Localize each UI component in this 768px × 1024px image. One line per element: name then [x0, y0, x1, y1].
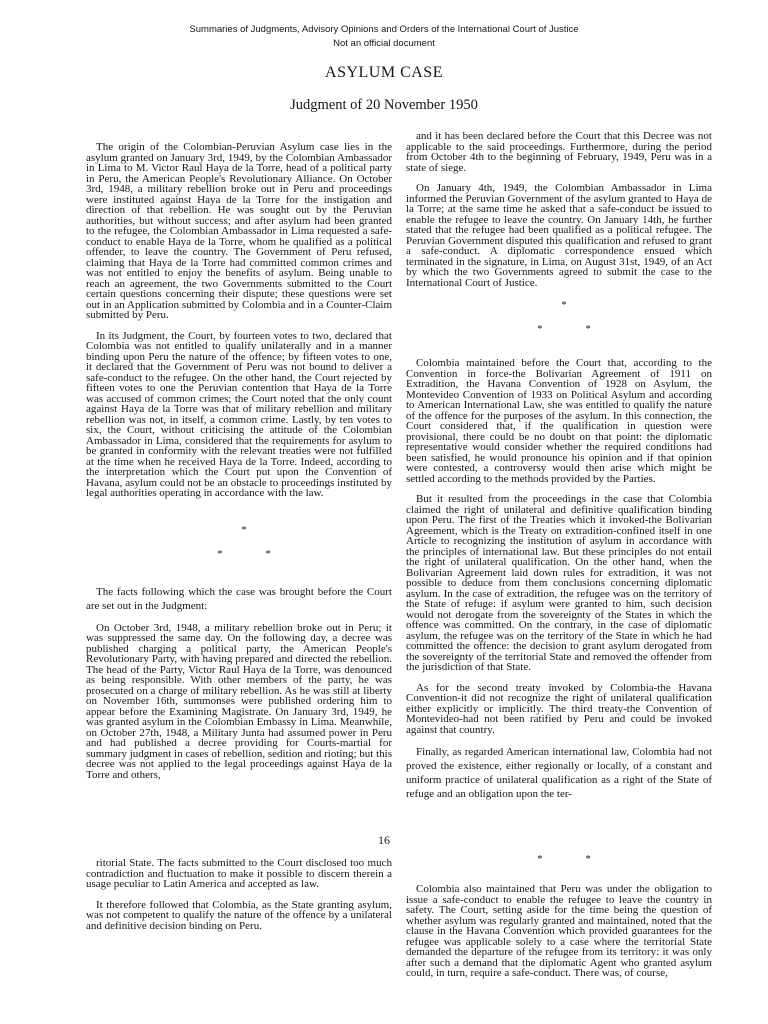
section-separator	[86, 547, 392, 561]
section-separator: *	[241, 523, 247, 536]
judgment-date: Judgment of 20 November 1950	[290, 97, 478, 113]
section-separator	[406, 322, 712, 336]
paragraph: In its Judgment, the Court, by fourteen votes to two, declared that Colombia was not entitled to qualify unilaterally and in a manner binding upon Peru the nature of the offence; by fifteen votes to one, it declared that the Government of Peru was not bound to deliver a safe-conduct to the refugee. On the other hand, the Court rejected by fifteen votes to one the Peruvian contention that Haya de la Torre was accused of common crimes; the Court noted that the only count against Haya de la Torre was that of military rebellion and military rebellion was not, in itself, a common crime. Lastly, by ten votes to six, the Court, without criticising the attitude of the Colombian Ambassador in Lima, considered that the requirements for asylum to be granted in conformity with the relevant treaties were not fulfilled at the time when he received Haya de la Torre. Indeed, according to the interpretation which the Court put upon the Convention of Havana, asylum could not be an obstacle to proceedings instituted by legal authorities operating in accordance with the law.	[86, 329, 392, 499]
separator-stars: * *	[217, 547, 271, 560]
left-column	[86, 142, 392, 790]
paragraph: The facts following which the case was brought before the Court are set out in the Judgment:	[86, 585, 392, 612]
paragraph: On January 4th, 1949, the Colombian Ambassador in Lima informed the Peruvian Government of the asylum granted to Haya de la Torre; at the same time he asked that a safe-conduct be issued to enable the refugee to leave the country. On January 14th, he further stated that the refugee had been qualified as a political refugee. The Peruvian Government disputed this qualification and refused to grant a safe-conduct. A diplomatic correspondence ensued which terminated in the signature, in Lima, on August 31st, 1949, of an Act by which the two Governments agreed to submit the case to the International Court of Justice.	[406, 182, 712, 289]
paragraph: and it has been declared before the Court that this Decree was not applicable to the said proceedings. Furthermore, during the period from October 4th to the beginning of February, 1949, Peru was in a state of siege.	[406, 130, 712, 174]
lower-right-column	[406, 852, 712, 989]
separator-stars: * *	[537, 323, 591, 335]
lower-left-column	[86, 858, 392, 941]
page-number: 16	[378, 833, 390, 847]
paragraph: ritorial State. The facts submitted to the Court disclosed too much contradiction and fluctuation to make it possible to discern therein a usage peculiar to Latin America and accepted as law.	[86, 857, 392, 890]
disclaimer-line: Not an official document	[333, 38, 435, 49]
paragraph: The origin of the Colombian-Peruvian Asylum case lies in the asylum granted on January 3rd, 1949, by the Colombian Ambassador in Lima to M. Victor Raul Haya de la Torre, head of a political party in Peru, the American People's Revolutionary Alliance. On October 3rd, 1948, a military rebellion broke out in Peru and proceedings were instituted against Haya de la Torre for the instigation and direction of that rebellion. He was sought out by the Peruvian authorities, but without success; and after asylum had been granted to the refugee, the Colombian Ambassador in Lima requested a safe-conduct to enable Haya de la Torre, whom he qualified as a political offender, to leave the country. The Government of Peru refused, claiming that Haya de la Torre had committed common crimes and was not entitled to enjoy the benefits of asylum. Being unable to reach an agreement, the two Governments submitted to the Court certain questions concerning their dispute; these questions were set out in an Application submitted by Colombia and in a Counter-Claim submitted by Peru.	[86, 141, 392, 321]
section-separator	[406, 852, 712, 866]
section-separator: *	[561, 299, 567, 311]
running-header: Summaries of Judgments, Advisory Opinions and Orders of the International Court of Justice	[189, 24, 579, 35]
paragraph: It therefore followed that Colombia, as the State granting asylum, was not competent to qualify the nature of the offence by a unilateral and definitive decision binding on Peru.	[86, 898, 392, 932]
right-column	[406, 131, 712, 811]
paragraph: Finally, as regarded American international law, Colombia had not proved the existence, either regionally or locally, of a constant and uniform practice of unilateral qualification as a right of the State of refuge and an obligation upon the ter-	[406, 746, 712, 800]
paragraph: Colombia maintained before the Court that, according to the Convention in force-the Bolivarian Agreement of 1911 on Extradition, the Havana Convention of 1928 on Asylum, the Montevideo Convention of 1933 on Political Asylum and according to American International Law, she was entitled to qualify the nature of the offence for the purposes of the asylum. In this connection, the Court considered that, if the qualification in question were provisional, there could be no doubt on that point: the diplomatic representative would consider whether the required conditions had been satisfied, he would pronounce his opinion and if that opinion were contested, a controversy would then arise which might be settled according to the methods provided by the Parties.	[406, 357, 712, 485]
case-title: ASYLUM CASE	[325, 64, 443, 81]
paragraph: Colombia also maintained that Peru was under the obligation to issue a safe-conduct to enable the refugee to leave the country in safety. The Court, setting aside for the time being the question of whether asylum was regularly granted and maintained, noted that the clause in the Havana Convention which provided guarantees for the refugee was applicable solely to a case where the territorial State demanded the departure of the refugee from its territory: it was only after such a demand that the diplomatic Agent who granted asylum could, in turn, require a safe-conduct. There was, of course,	[406, 883, 712, 979]
paragraph: As for the second treaty invoked by Colombia-the Havana Convention-it did not recognize the right of unilateral qualification either explicitly or implicitly. The third treaty-the Convention of Montevideo-had not been ratified by Peru and could be invoked against that country.	[406, 681, 712, 736]
separator-stars: * *	[537, 853, 591, 865]
paragraph: On October 3rd, 1948, a military rebellion broke out in Peru; it was suppressed the same day. On the following day, a decree was published charging a political party, the American People's Revolutionary Party, with having prepared and directed the rebellion. The head of the Party, Victor Raul Haya de la Torre, was denounced as being responsible. With other members of the party, he was prosecuted on a charge of military rebellion. As he was still at liberty on November 16th, summonses were published ordering him to appear before the Examining Magistrate. On January 3rd, 1949, he was granted asylum in the Colombian Embassy in Lima. Meanwhile, on October 27th, 1948, a Military Junta had assumed power in Peru and had published a decree providing for Courts-martial for summary judgment in cases of rebellion, sedition and rioting; but this decree was not applied to the legal proceedings against Haya de la Torre and others,	[86, 621, 392, 781]
paragraph: But it resulted from the proceedings in the case that Colombia claimed the right of unilateral and definitive qualification binding upon Peru. The first of the Treaties which it invoked-the Bolivarian Agreement, which is the Treaty on extradition-confined itself in one Article to recognizing the institution of asylum in accordance with the principles of international law. But these principles do not entail the right of unilateral qualification. On the other hand, when the Bolivarian Agreement laid down rules for extradition, it was not possible to deduce from them conclusions concerning diplomatic asylum. In the case of extradition, the refugee was on the territory of the State of refuge: if asylum were granted to him, such decision would not derogate from the sovereignty of the States in which the offence was committed. On the contrary, in the case of diplomatic asylum, the refugee was on the territory of the State in which he had committed the offence: the decision to grant asylum derogated from the sovereignty of the territorial State and removed the offender from the jurisdiction of that State.	[406, 493, 712, 673]
